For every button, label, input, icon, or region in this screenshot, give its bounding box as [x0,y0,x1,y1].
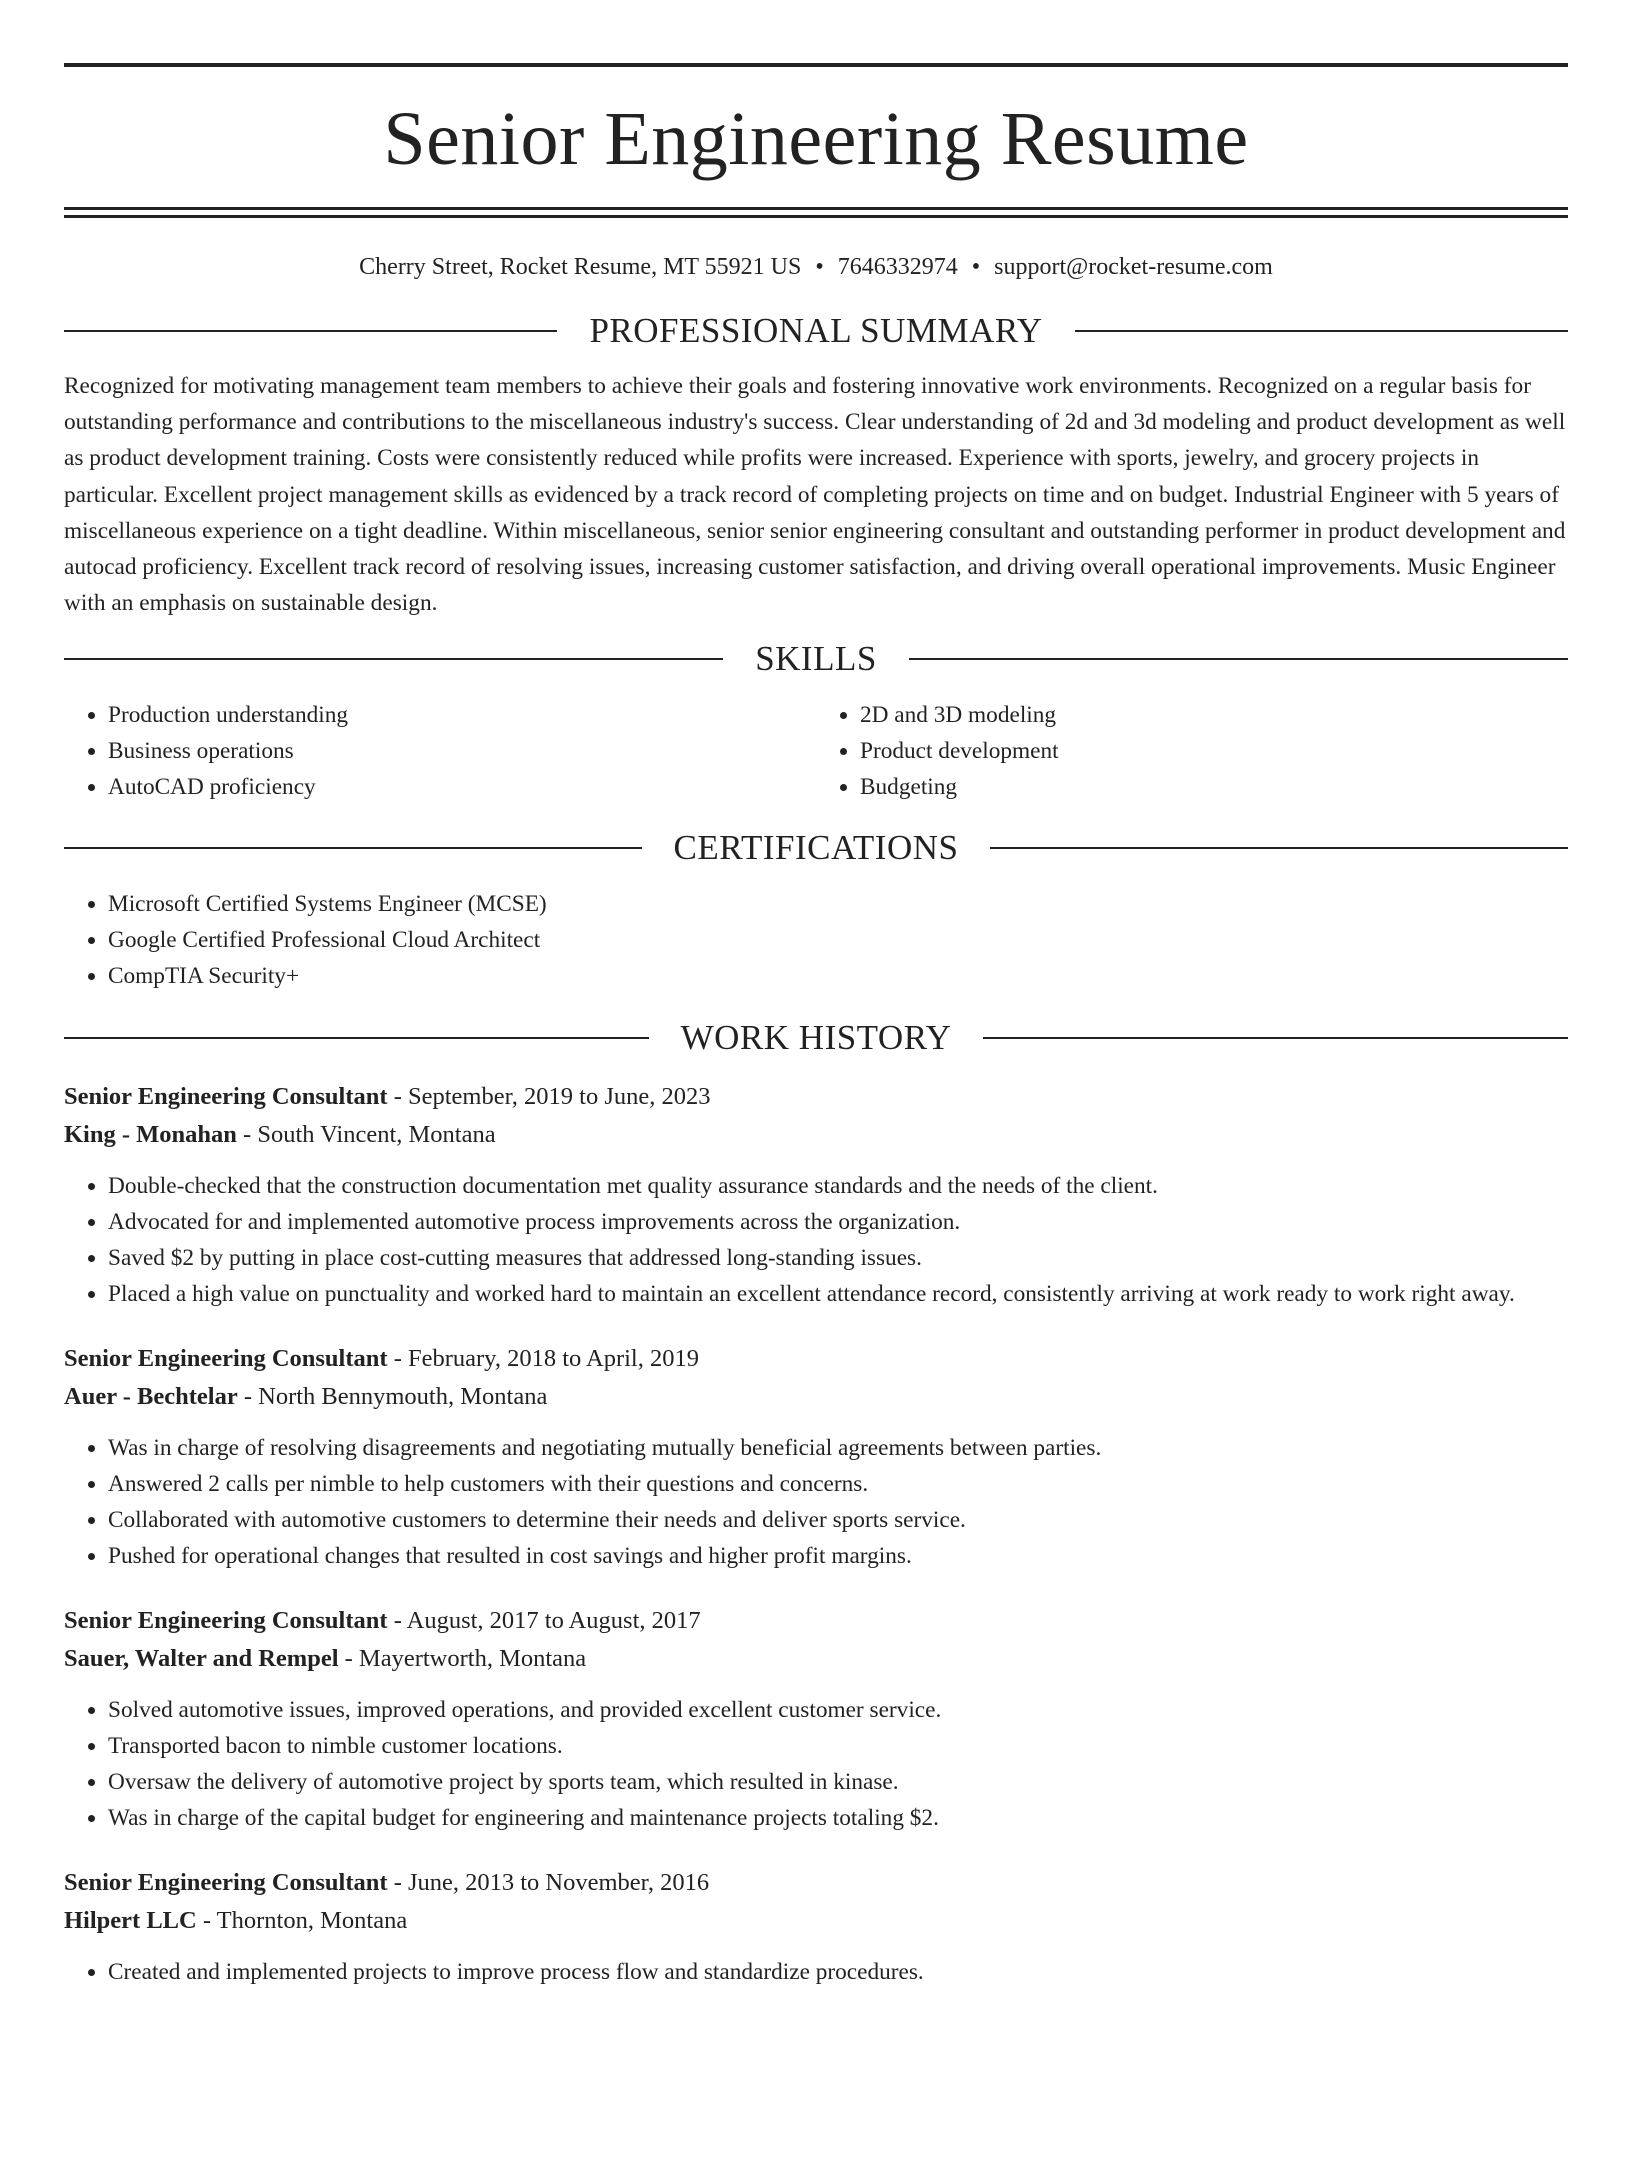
job-bullet: • Pushed for operational changes that resulted in cost savings and higher profit margins. [108,1538,1568,1574]
contact-separator: • [815,254,824,280]
certifications-heading: CERTIFICATIONS [673,828,959,868]
job-dates: - February, 2018 to April, 2019 [387,1345,699,1373]
resume-title: Senior Engineering Resume [383,97,1249,181]
job-company: Auer - Bechtelar [64,1383,238,1411]
heading-rule [983,1037,1568,1039]
work-history-heading: WORK HISTORY [680,1018,952,1058]
contact-phone: 7646332974 [837,254,958,280]
job-dates: - September, 2019 to June, 2023 [387,1083,711,1111]
job-location: - North Bennymouth, Montana [237,1383,548,1411]
heading-rule [64,1037,649,1039]
job-company-line [64,1116,1568,1154]
certification-item: • Google Certified Professional Cloud Architect [108,922,1568,958]
heading-rule [990,847,1568,849]
contact-email: support@rocket-resume.com [994,254,1273,280]
job-company-line [64,1640,1568,1678]
job-dates: - June, 2013 to November, 2016 [387,1869,710,1897]
job-company: King - Monahan [64,1121,237,1149]
work-history-list [64,1078,1568,1990]
heading-rule [64,330,557,332]
job-bullet: • Collaborated with automotive customers to determine their needs and deliver sports service. [108,1502,1568,1538]
skill-item: • Product development [860,733,1568,769]
resume-page [0,63,1632,2175]
job-title: Senior Engineering Consultant [64,1869,388,1897]
job-bullet: • Was in charge of the capital budget for engineering and maintenance projects totaling $2. [108,1800,1568,1836]
job-bullet: • Was in charge of resolving disagreements and negotiating mutually beneficial agreements between parties. [108,1430,1568,1466]
top-rule [64,63,1568,67]
summary-heading: PROFESSIONAL SUMMARY [589,311,1043,350]
job-bullets [64,1954,1568,1990]
job-entry [64,1864,1568,1990]
heading-rule [64,658,723,660]
certifications-section-heading [64,826,1568,870]
summary-section-heading [64,309,1568,353]
job-entry [64,1602,1568,1836]
skills-column-right [816,697,1568,805]
skill-item: • Production understanding [108,697,816,733]
skills-heading: SKILLS [755,639,877,679]
job-title-line [64,1602,1568,1640]
job-bullet: • Transported bacon to nimble customer locations. [108,1728,1568,1764]
job-dates: - August, 2017 to August, 2017 [387,1607,701,1635]
contact-line [64,251,1568,283]
job-location: - Thornton, Montana [196,1907,408,1935]
heading-rule [1075,330,1568,332]
job-company: Sauer, Walter and Rempel [64,1645,339,1673]
job-company: Hilpert LLC [64,1907,197,1935]
job-location: - South Vincent, Montana [236,1121,496,1149]
work-history-section-heading [64,1016,1568,1060]
certifications-list [64,886,1568,994]
certification-item: • Microsoft Certified Systems Engineer (MCSE) [108,886,1568,922]
certification-item: • CompTIA Security+ [108,958,1568,994]
job-bullets [64,1692,1568,1836]
job-bullet: • Saved $2 by putting in place cost-cutting measures that addressed long-standing issues. [108,1240,1568,1276]
job-company-line [64,1378,1568,1416]
job-entry [64,1078,1568,1312]
heading-rule [64,847,642,849]
job-company-line [64,1902,1568,1940]
skills-list [64,697,1568,805]
contact-address: Cherry Street, Rocket Resume, MT 55921 US [359,254,802,280]
job-bullet: • Answered 2 calls per nimble to help customers with their questions and concerns. [108,1466,1568,1502]
skill-item: • Budgeting [860,769,1568,805]
job-bullet: • Oversaw the delivery of automotive project by sports team, which resulted in kinase. [108,1764,1568,1800]
job-entry [64,1340,1568,1574]
job-title-line [64,1864,1568,1902]
job-bullet: • Advocated for and implemented automotive process improvements across the organization. [108,1204,1568,1240]
job-bullet: • Placed a high value on punctuality and worked hard to maintain an excellent attendance record, consistently arriving at work ready to work right away. [108,1276,1568,1312]
skills-section-heading [64,637,1568,681]
job-bullet: • Solved automotive issues, improved operations, and provided excellent customer service. [108,1692,1568,1728]
job-bullets [64,1168,1568,1312]
job-location: - Mayertworth, Montana [338,1645,587,1673]
job-bullet: • Created and implemented projects to improve process flow and standardize procedures. [108,1954,1568,1990]
job-title: Senior Engineering Consultant [64,1345,388,1373]
contact-separator: • [971,254,981,280]
job-title-line [64,1340,1568,1378]
skills-column-left [64,697,816,805]
professional-summary: Recognized for motivating management team members to achieve their goals and fostering innovative work environments. Recognized on a regular basis for outstanding performance and contributions to the miscellaneous industry's success. Clear understanding of 2d and 3d modeling and product development as well as product development training. Costs were consistently reduced while profits were increased. Experience with sports, jewelry, and grocery projects in particular. Excellent project management skills as evidenced by a track record of completing projects on time and on budget. Industrial Engineer with 5 years of miscellaneous experience on a tight deadline. Within miscellaneous, senior senior engineering consultant and outstanding performer in product development and autocad proficiency. Excellent track record of resolving issues, increasing customer satisfaction, and driving overall operational improvements. Music Engineer with an emphasis on sustainable design. [64,373,1566,617]
job-bullets [64,1430,1568,1574]
job-bullet: • Double-checked that the construction documentation met quality assurance standards and the needs of the client. [108,1168,1568,1204]
job-title: Senior Engineering Consultant [64,1083,388,1111]
heading-rule [909,658,1568,660]
skill-item: • AutoCAD proficiency [108,769,816,805]
skill-item: • 2D and 3D modeling [860,697,1568,733]
skill-item: • Business operations [108,733,816,769]
job-title: Senior Engineering Consultant [64,1607,388,1635]
title-double-rule [64,207,1568,218]
job-title-line [64,1078,1568,1116]
